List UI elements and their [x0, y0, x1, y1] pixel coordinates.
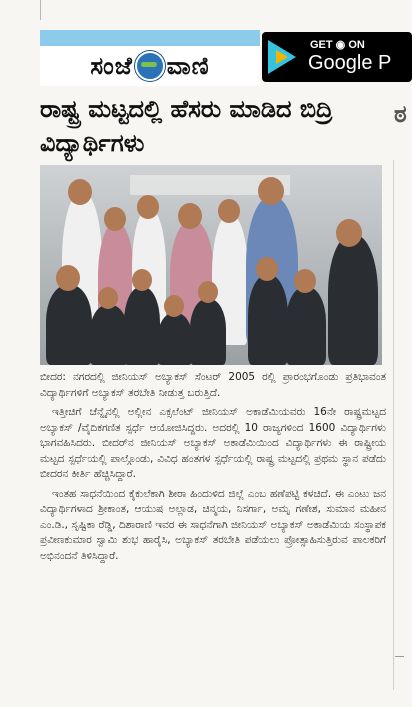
article-paragraph-1: ಬೀದರ: ನಗರದಲ್ಲಿ ಜೀನಿಯಸ್ ಅಬ್ಯಾಕಸ್ ಸೆಂಟರ್ 2005 ರಲ್ಲಿ ಪ್ರಾರಂಭಗೊಂಡು ಪ್ರತಿಭಾವಂತ ವಿದ್ಯಾರ್ಥಿಗಳಿಗೆ ಅಬ್ಯಾಕಸ್ ತರಬೇತಿ ನೀಡುತ್ತ ಬರುತ್ತಿದೆ. [40, 371, 386, 399]
photo-person [248, 275, 288, 365]
photo-person [190, 299, 226, 365]
photo-person [46, 285, 92, 365]
masthead-title-right: ವಾಣಿ [166, 52, 210, 80]
masthead-top-strip [40, 30, 260, 46]
google-play-store-name: Google P [308, 52, 392, 74]
masthead [40, 46, 260, 86]
google-play-logo-accent-icon [276, 50, 288, 64]
next-column-edge: ಠ [394, 100, 407, 128]
photo-person-head [68, 179, 92, 205]
photo-person [158, 313, 192, 365]
masthead-title [90, 51, 209, 81]
article-paragraph-3: ಇಂತಹ ಸಾಧನೆಯಿಂದ ಕೈಕುಲೆಕಾಗಿ ಶೀರಾ ಹಿಂದುಳಿದ ಜಿಲ್ಲೆ ಎಂಬ ಹಣೆಪಟ್ಟಿ ಕಳಚಿದೆ. ಈ ಎಂಟು ಜನ ವಿದ್ಯಾರ್ಥಿಗಳಾದ ಶ್ರೀಕಾಂತ, ಆಯುಷ ಅಲ್ಲಾಡ, ಚಿನ್ಮಯ, ನಿಸರ್ಗಾ, ಅಮೃ ಗಣೇಶ, ಸುಮಾನ ಮಹೀನ ಎಂ.ಡಿ., ಸೃಷ್ಟಿಕಾ ರೆಡ್ಡಿ, ದಿಶಾರಾಣಿ ಇವರ ಈ ಸಾಧನೆಗಾಗಿ ಜೀನಿಯಸ್ ಅಬ್ಯಾಕಸ್ ಅಕಾಡೆಮಿಯ ಸಂಸ್ಥಾಪಕ ಪ್ರವೀಣಕುಮಾರ ಸ್ವಾಮಿ ಶುಭ ಹಾರೈಸಿ, ಅಬ್ಯಾಕಸ್ ತರಬೇತಿ ಪಡೆಯಲು ಪ್ರೋತ್ಸಾಹಿಸುತ್ತಿರುವ ಪಾಲಕರಿಗೆ ಅಭಿನಂದನೆ ತಿಳಿಸಿದ್ದಾರೆ. [40, 487, 386, 562]
photo-person-head [137, 195, 159, 219]
masthead-title-left: ಸಂಜೆ [90, 52, 133, 80]
photo-person [124, 287, 160, 365]
photo-person-head [164, 295, 184, 317]
photo-person-head [104, 207, 126, 231]
photo-person-head [198, 281, 218, 303]
photo-person [90, 305, 128, 365]
photo-person-head [98, 287, 118, 309]
photo-person-head [178, 203, 202, 229]
article-body [40, 370, 386, 568]
google-play-badge[interactable] [262, 32, 412, 82]
photo-person [328, 235, 378, 365]
photo-person-head [336, 219, 362, 247]
right-column-tick [395, 656, 404, 657]
photo-person-head [218, 199, 240, 223]
photo-person [286, 287, 326, 365]
photo-person-head [56, 265, 80, 291]
article-paragraph-2: ಇತ್ತೀಚಿಗೆ ಚೆನ್ನೈನಲ್ಲಿ ಅಲ್ಲೀನ ಎಕ್ಸಲೆಂಟ್ ಜೀನಿಯಸ್ ಅಕಾಡೆಮಿಯವರು 16ನೇ ರಾಷ್ಟ್ರಮಟ್ಟದ ಅಬ್ಯಾಕಸ್ /ವೈದಿಕಗಣಿತ ಸ್ಪರ್ಧೆ ಆಯೋಜಿಸಿದ್ದರು. ಅದರಲ್ಲಿ 10 ರಾಜ್ಯಗಳಿಂದ 1600 ವಿದ್ಯಾರ್ಥಿಗಳು ಭಾಗವಹಿಸಿದರು. ಬೀದರ್‌ನ ಜೀನಿಯಸ್ ಅಬ್ಯಾಕಸ್ ಅಕಾಡೆಮಿಯಿಂದ ವಿದ್ಯಾರ್ಥಿಗಳು ಈ ರಾಷ್ಟ್ರೀಯ ಮಟ್ಟದ ಸ್ಪರ್ಧೆಯಲ್ಲಿ ಪಾಲ್ಗೊಂಡು, ವಿವಿಧ ಹಂತಗಳ ಸ್ಪರ್ಧೆಯಲ್ಲಿ ರಾಷ್ಟ್ರ ಮಟ್ಟದಲ್ಲಿ ಪ್ರಥಮ ಸ್ಥಾನ ಪಡೆದು ಬೀದರನ ಕೀರ್ತಿ ಹೆಚ್ಚಿಸಿದ್ದಾರೆ. [40, 406, 386, 480]
photo-person-head [258, 177, 284, 205]
photo-person-head [132, 269, 152, 291]
article-headline: ರಾಷ್ಟ್ರ ಮಟ್ಟದಲ್ಲಿ ಹೆಸರು ಮಾಡಿದ ಬಿದ್ರಿ ವಿದ್ಯಾರ್ಥಿಗಳು [40, 95, 333, 157]
photo-person-head [294, 269, 316, 293]
photo-person-head [256, 257, 278, 281]
globe-logo-icon [135, 51, 165, 81]
google-play-small-label: GET ◉ ON [310, 39, 365, 51]
article-photo [40, 165, 382, 365]
right-column-rule [393, 160, 394, 690]
column-divider [40, 0, 41, 20]
